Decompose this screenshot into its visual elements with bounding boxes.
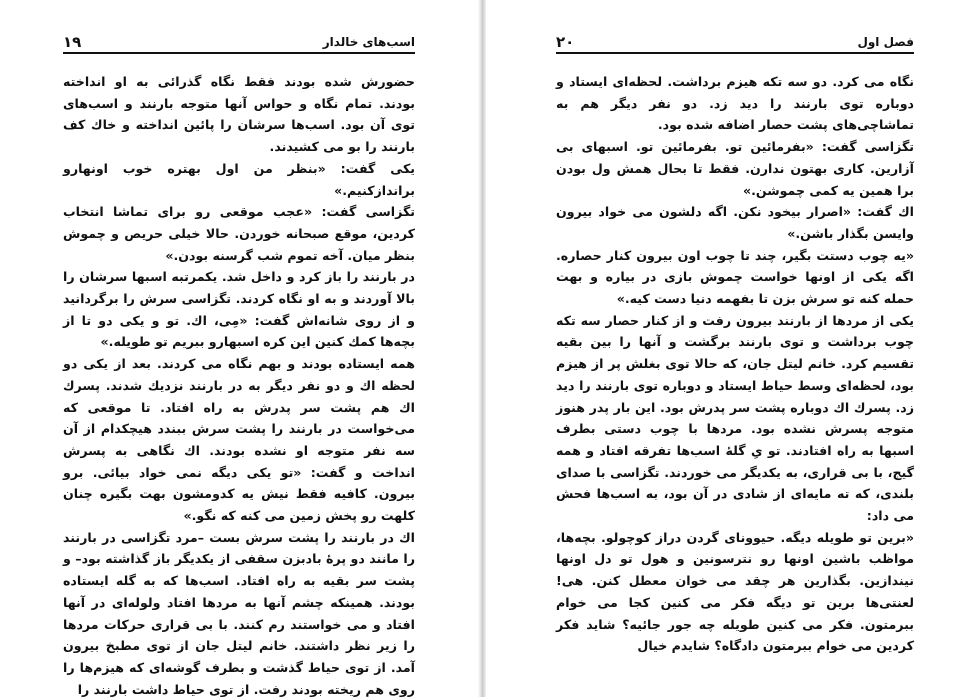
page-number: ۲۰: [556, 33, 575, 51]
body-text: [556, 71, 914, 657]
header-rule: [556, 52, 914, 54]
running-header: [556, 32, 914, 54]
paragraph: تگزاسی گفت: «عجب موقعی رو برای تماشا انتخاب کردین، موقع صبحانه خوردن. حالا خیلی حریص و چموش بنظر میان. آخه تموم شب گرسنه بودن.»: [63, 204, 415, 263]
header-rule: [63, 52, 415, 54]
paragraph: حضورش شده بودند فقط نگاه گذرائی به او انداخته بودند. تمام نگاه و حواس آنها متوجه بارنند و اسب‌های توی آن بود. اسب‌ها سرشان را پائین انداخته و خاك کف بارنند را بو می کشیدند.: [63, 74, 415, 155]
page-number: ۱۹: [63, 33, 82, 51]
paragraph: یکی گفت: «بنظر من اول بهتره خوب اونهارو براندازکنیم.»: [63, 160, 415, 198]
paragraph: اك گفت: «اصرار بیخود نکن. اگه دلشون می خواد بیرون وایسن بگذار باشن.»: [556, 204, 914, 241]
paragraph: همه ایستاده بودند و بهم نگاه می کردند. بعد از یکی دو لحظه اك و دو نفر دیگر به در بارنند نزدیك شدند. پسرك اك هم پشت سر پدرش به راه افتاد. تا موقعی که می‌خواست در بارنند را پشت سرش ببندد هیچکدام از آن سه نفر متوجه او نشده بودند. اك نگاهی به پسرش انداخت و گفت: «تو یکی دیگه نمی خواد بیائی. برو بیرون. کافیه فقط نیش یه کدومشون بهت بگیره چنان کلهت رو پخش زمین می کنه که نگو.»: [63, 356, 415, 524]
running-header-title: اسب‌های خالدار: [322, 35, 415, 49]
paragraph: اك در بارنند را پشت سرش بست –مرد تگزاسی در بارنند را مانند دو پرهٔ بادبزن سقفی از یکدیگر باز گذاشته بود– و پشت سر بقیه به راه افتاد. اسب‌ها که به گله ایستاده بودند. همینکه چشم آنها به مردها افتاد ولوله‌ای در آنها افتاد و می خواستند رم کنند. با بی قراری حرکات مردها را زیر نظر داشتند. خانم لیتل جان از توی مطبخ بیرون آمد. از توی حیاط گذشت و بطرف گوشه‌ای که هیزم‌ها را روی هم ریخته بودند رفت. از توی حیاط داشت بارنند را: [63, 529, 415, 697]
paragraph: تگزاسی گفت: «بفرمائین تو. بفرمائین تو. اسبهای بی آزارین. کاری بهتون ندارن. فقط تا بحال همش ول بودن برا همین یه کمی چموشن.»: [556, 139, 914, 198]
left-page: [0, 0, 478, 697]
paragraph: نگاه می کرد. دو سه تکه هیزم برداشت. لحظه‌ای ایستاد و دوباره توی بارنند را دید زد. دو نفر دیگر هم به تماشاچی‌های پشت حصار اضافه شده بود.: [556, 74, 914, 133]
right-page: [486, 0, 971, 697]
running-header: [63, 32, 415, 54]
book-gutter: [478, 0, 486, 697]
paragraph: «برین تو طویله دیگه. حیوونای گردن دراز کوچولو. بچه‌ها، مواظب باشین اونها رو نترسونین و هول تو دل اونها نیندازین. بگذارین هر چقد می خوان معطل کنن. هی! لعنتی‌ها برین تو دیگه فکر می کنین کجا می خوام ببرمتون. فکر می کنین طویله چه جور جائیه؟ شاید فکر کردین می خوام ببرمتون دادگاه؟ شایدم خیال: [556, 529, 914, 654]
paragraph: «یه چوب دستت بگیر، چند تا چوب اون بیرون کنار حصاره. اگه یکی از اونها خواست چموش بازی در بیاره و بهت حمله کنه تو سرش بزن تا بفهمه دنیا دست کیه.»: [556, 247, 914, 307]
running-header-title: فصل اول: [857, 35, 914, 49]
body-text: [63, 71, 415, 700]
paragraph: در بارنند را باز کرد و داخل شد. یکمرتبه اسبها سرشان را بالا آوردند و به او نگاه کردند. تگزاسی سرش را برگردانید و از روی شانه‌اش گفت: «مِی، اك. تو و یکی دو تا از بچه‌ها کمك کنین این کره اسبهارو ببریم تو طویله.»: [63, 269, 415, 350]
paragraph: یکی از مردها از بارنند بیرون رفت و از کنار حصار سه تکه چوب برداشت و توی بارنند برگشت و آنها را بین بقیه تقسیم کرد. خانم لیتل جان، که حالا توی بغلش پر از هیزم بود، لحظه‌ای وسط حیاط ایستاد و دوباره توی بارنند را دید زد. پسرك اك دوباره پشت سر پدرش بود. این بار پدر هنوز متوجه پسرش نشده بود. مردها با چوب دستی بطرف اسبها به راه افتادند. تو یِ گلهٔ اسب‌ها تفرقه افتاد و همه گیج، با بی قراری، به یکدیگر می خوردند. تگزاسی با صدای بلندی، که ته مایه‌ای از شادی در آن بود، به اسب‌ها فحش می داد:: [556, 312, 914, 524]
